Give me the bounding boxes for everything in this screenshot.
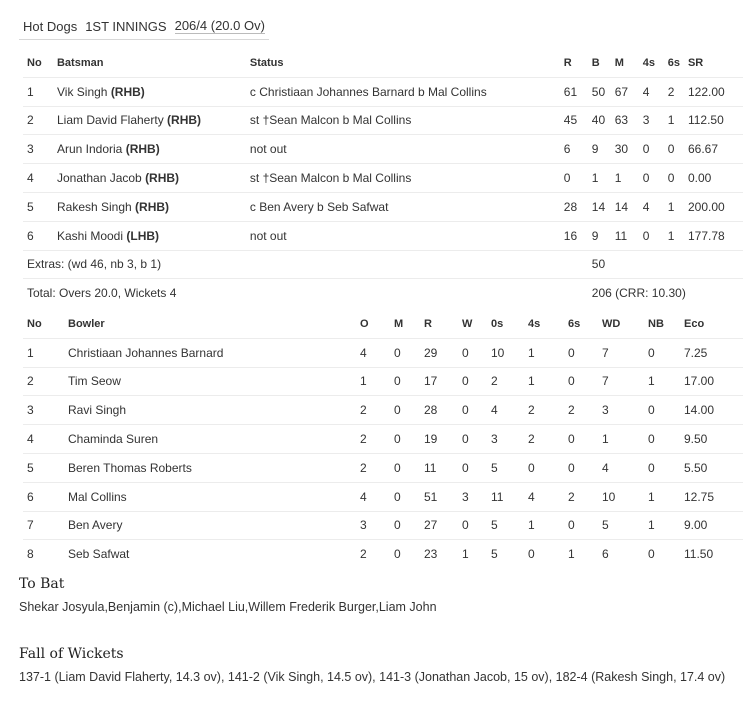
bowling-row — [23, 482, 743, 511]
batting-row — [23, 164, 743, 193]
fours: 1 — [524, 338, 564, 367]
wides: 7 — [598, 338, 644, 367]
minutes: 14 — [611, 192, 639, 221]
fours: 0 — [524, 540, 564, 568]
col-wickets: W — [462, 317, 473, 330]
wides: 3 — [598, 396, 644, 425]
overs: 4 — [356, 482, 390, 511]
bowling-row — [23, 453, 743, 482]
sixes: 1 — [564, 540, 598, 568]
bowler-no: 8 — [23, 540, 64, 568]
bowler-no: 3 — [23, 396, 64, 425]
batsman-no: 5 — [23, 192, 53, 221]
batsman-name: Arun Indoria — [56, 142, 123, 157]
minutes: 63 — [611, 106, 639, 135]
overs: 2 — [356, 540, 390, 568]
batting-row — [23, 192, 743, 221]
no-balls: 0 — [644, 540, 680, 568]
runs: 16 — [560, 221, 588, 250]
team-name: Hot Dogs — [23, 18, 78, 34]
no-balls: 0 — [644, 338, 680, 367]
bowler-name: Tim Seow — [64, 367, 356, 396]
sixes: 0 — [564, 338, 598, 367]
strike-rate: 177.78 — [684, 221, 743, 250]
balls: 9 — [588, 221, 611, 250]
maidens: 0 — [390, 396, 420, 425]
bowling-row — [23, 396, 743, 425]
runs: 19 — [420, 425, 458, 454]
wides: 10 — [598, 482, 644, 511]
wickets: 3 — [458, 482, 487, 511]
strike-rate: 112.50 — [684, 106, 743, 135]
runs: 28 — [560, 192, 588, 221]
col-runs: R — [563, 56, 572, 69]
fall-of-wickets-title: Fall of Wickets — [19, 646, 124, 662]
to-bat-list: Shekar Josyula,Benjamin (c),Michael Liu,Willem Frederik Burger,Liam John — [19, 600, 437, 614]
overs: 1 — [356, 367, 390, 396]
balls: 1 — [588, 164, 611, 193]
sixes: 0 — [664, 164, 684, 193]
col-strike-rate: SR — [687, 56, 704, 69]
fours: 1 — [524, 511, 564, 540]
runs: 6 — [560, 135, 588, 164]
maidens: 0 — [390, 367, 420, 396]
bowler-name: Beren Thomas Roberts — [64, 453, 356, 482]
wides: 1 — [598, 425, 644, 454]
maidens: 0 — [390, 511, 420, 540]
strike-rate: 200.00 — [684, 192, 743, 221]
batsman-no: 3 — [23, 135, 53, 164]
total-spacer — [560, 279, 588, 307]
bowling-row — [23, 540, 743, 568]
runs: 61 — [560, 77, 588, 106]
minutes: 30 — [611, 135, 639, 164]
bowler-no: 2 — [23, 367, 64, 396]
fours: 2 — [524, 396, 564, 425]
economy: 9.50 — [680, 425, 743, 454]
no-balls: 0 — [644, 453, 680, 482]
sixes: 0 — [664, 135, 684, 164]
no-balls: 1 — [644, 367, 680, 396]
no-balls: 0 — [644, 425, 680, 454]
col-wides: WD — [602, 317, 621, 330]
strike-rate: 0.00 — [684, 164, 743, 193]
runs: 23 — [420, 540, 458, 568]
batsman-name: Vik Singh — [56, 84, 108, 99]
wides: 5 — [598, 511, 644, 540]
batsman-hand: (LHB) — [126, 228, 160, 243]
sixes: 1 — [664, 221, 684, 250]
sixes: 0 — [564, 425, 598, 454]
innings-tab[interactable] — [19, 13, 269, 40]
dots: 5 — [487, 453, 524, 482]
bowler-name: Christiaan Johannes Barnard — [64, 338, 356, 367]
strike-rate: 122.00 — [684, 77, 743, 106]
bowler-name: Seb Safwat — [64, 540, 356, 568]
balls: 40 — [588, 106, 611, 135]
overs: 2 — [356, 453, 390, 482]
dots: 5 — [487, 511, 524, 540]
runs: 29 — [420, 338, 458, 367]
dots: 2 — [487, 367, 524, 396]
dots: 4 — [487, 396, 524, 425]
fall-of-wickets-list: 137-1 (Liam David Flaherty, 14.3 ov), 141-2 (Vik Singh, 14.5 ov), 141-3 (Jonathan Jacob, 15 ov), 182-4 (Rakesh Singh, 17.4 ov) — [19, 670, 726, 684]
wickets: 0 — [458, 367, 487, 396]
no-balls: 1 — [644, 511, 680, 540]
runs: 45 — [560, 106, 588, 135]
batsman-name-cell — [53, 106, 246, 135]
fours: 2 — [524, 425, 564, 454]
col-sixes: 6s — [568, 317, 581, 330]
bowler-no: 7 — [23, 511, 64, 540]
economy: 17.00 — [680, 367, 743, 396]
fours: 0 — [639, 164, 664, 193]
batsman-hand: (RHB) — [167, 113, 202, 128]
sixes: 0 — [564, 367, 598, 396]
batsman-name-cell — [53, 135, 246, 164]
col-status: Status — [249, 56, 284, 69]
runs: 28 — [420, 396, 458, 425]
innings-label: 1ST INNINGS — [85, 18, 167, 34]
minutes: 67 — [611, 77, 639, 106]
sixes: 0 — [564, 511, 598, 540]
sixes: 2 — [564, 482, 598, 511]
sixes: 1 — [664, 106, 684, 135]
wickets: 0 — [458, 511, 487, 540]
economy: 11.50 — [680, 540, 743, 568]
dots: 5 — [487, 540, 524, 568]
total-row — [23, 279, 743, 307]
no-balls: 0 — [644, 396, 680, 425]
economy: 9.00 — [680, 511, 743, 540]
fours: 0 — [524, 453, 564, 482]
bowling-table — [23, 310, 743, 568]
innings-score: 206/4 (20.0 Ov) — [174, 18, 265, 33]
minutes: 11 — [611, 221, 639, 250]
wickets: 0 — [458, 425, 487, 454]
bowler-no: 1 — [23, 338, 64, 367]
col-no: No — [27, 56, 42, 69]
batsman-name: Kashi Moodi — [56, 228, 124, 243]
overs: 2 — [356, 425, 390, 454]
no-balls: 1 — [644, 482, 680, 511]
fours: 0 — [639, 221, 664, 250]
batsman-name-cell — [53, 77, 246, 106]
batting-table — [23, 49, 743, 307]
bowling-row — [23, 425, 743, 454]
wides: 7 — [598, 367, 644, 396]
bowler-name: Mal Collins — [64, 482, 356, 511]
col-bowler: Bowler — [68, 317, 105, 330]
col-overs: O — [360, 317, 369, 330]
maidens: 0 — [390, 453, 420, 482]
bowler-no: 5 — [23, 453, 64, 482]
bowler-name: Ben Avery — [64, 511, 356, 540]
batsman-name-cell — [53, 164, 246, 193]
batsman-no: 6 — [23, 221, 53, 250]
balls: 50 — [588, 77, 611, 106]
batting-row — [23, 77, 743, 106]
batsman-hand: (RHB) — [125, 142, 160, 157]
dismissal-status: st †Sean Malcon b Mal Collins — [246, 164, 560, 193]
fours: 0 — [639, 135, 664, 164]
batting-header-row — [23, 49, 743, 77]
batsman-hand: (RHB) — [135, 199, 170, 214]
strike-rate: 66.67 — [684, 135, 743, 164]
sixes: 2 — [564, 396, 598, 425]
batsman-no: 2 — [23, 106, 53, 135]
wickets: 0 — [458, 453, 487, 482]
sixes: 0 — [564, 453, 598, 482]
wides: 6 — [598, 540, 644, 568]
wickets: 0 — [458, 338, 487, 367]
maidens: 0 — [390, 425, 420, 454]
economy: 14.00 — [680, 396, 743, 425]
economy: 5.50 — [680, 453, 743, 482]
maidens: 0 — [390, 540, 420, 568]
extras-value: 50 — [588, 250, 743, 279]
runs: 11 — [420, 453, 458, 482]
maidens: 0 — [390, 482, 420, 511]
fours: 4 — [639, 192, 664, 221]
batsman-hand: (RHB) — [145, 171, 180, 186]
fours: 1 — [524, 367, 564, 396]
batsman-no: 4 — [23, 164, 53, 193]
col-balls: B — [591, 56, 600, 69]
batsman-name-cell — [53, 192, 246, 221]
col-no-balls: NB — [648, 317, 664, 330]
total-value: 206 (CRR: 10.30) — [588, 279, 743, 307]
batting-row — [23, 221, 743, 250]
col-sixes: 6s — [667, 56, 680, 69]
batsman-name: Jonathan Jacob — [56, 171, 142, 186]
maidens: 0 — [390, 338, 420, 367]
batting-row — [23, 135, 743, 164]
overs: 2 — [356, 396, 390, 425]
dismissal-status: c Ben Avery b Seb Safwat — [246, 192, 560, 221]
col-dots: 0s — [491, 317, 504, 330]
overs: 3 — [356, 511, 390, 540]
col-no: No — [27, 317, 42, 330]
dots: 11 — [487, 482, 524, 511]
dismissal-status: st †Sean Malcon b Mal Collins — [246, 106, 560, 135]
dismissal-status: not out — [246, 135, 560, 164]
bowler-no: 6 — [23, 482, 64, 511]
balls: 9 — [588, 135, 611, 164]
sixes: 2 — [664, 77, 684, 106]
minutes: 1 — [611, 164, 639, 193]
extras-row — [23, 250, 743, 279]
wickets: 0 — [458, 396, 487, 425]
bowling-header-row — [23, 310, 743, 338]
economy: 7.25 — [680, 338, 743, 367]
extras-label: Extras: (wd 46, nb 3, b 1) — [23, 250, 560, 279]
bowling-row — [23, 511, 743, 540]
wickets: 1 — [458, 540, 487, 568]
sixes: 1 — [664, 192, 684, 221]
bowler-name: Ravi Singh — [64, 396, 356, 425]
total-label: Total: Overs 20.0, Wickets 4 — [23, 279, 560, 307]
dismissal-status: c Christiaan Johannes Barnard b Mal Collins — [246, 77, 560, 106]
col-batsman: Batsman — [56, 56, 104, 69]
balls: 14 — [588, 192, 611, 221]
economy: 12.75 — [680, 482, 743, 511]
runs: 51 — [420, 482, 458, 511]
bowling-row — [23, 367, 743, 396]
fours: 3 — [639, 106, 664, 135]
extras-spacer — [560, 250, 588, 279]
batsman-name: Rakesh Singh — [56, 199, 132, 214]
wides: 4 — [598, 453, 644, 482]
col-maidens: M — [394, 317, 404, 330]
dots: 3 — [487, 425, 524, 454]
runs: 17 — [420, 367, 458, 396]
runs: 0 — [560, 164, 588, 193]
col-economy: Eco — [684, 317, 705, 330]
col-minutes: M — [614, 56, 624, 69]
overs: 4 — [356, 338, 390, 367]
bowling-row — [23, 338, 743, 367]
batsman-name: Liam David Flaherty — [56, 113, 164, 128]
bowler-no: 4 — [23, 425, 64, 454]
dismissal-status: not out — [246, 221, 560, 250]
batsman-name-cell — [53, 221, 246, 250]
runs: 27 — [420, 511, 458, 540]
col-fours: 4s — [642, 56, 655, 69]
col-runs: R — [424, 317, 432, 330]
dots: 10 — [487, 338, 524, 367]
to-bat-title: To Bat — [19, 576, 65, 592]
fours: 4 — [524, 482, 564, 511]
bowler-name: Chaminda Suren — [64, 425, 356, 454]
batting-row — [23, 106, 743, 135]
fours: 4 — [639, 77, 664, 106]
batsman-hand: (RHB) — [110, 84, 145, 99]
col-fours: 4s — [528, 317, 541, 330]
batsman-no: 1 — [23, 77, 53, 106]
